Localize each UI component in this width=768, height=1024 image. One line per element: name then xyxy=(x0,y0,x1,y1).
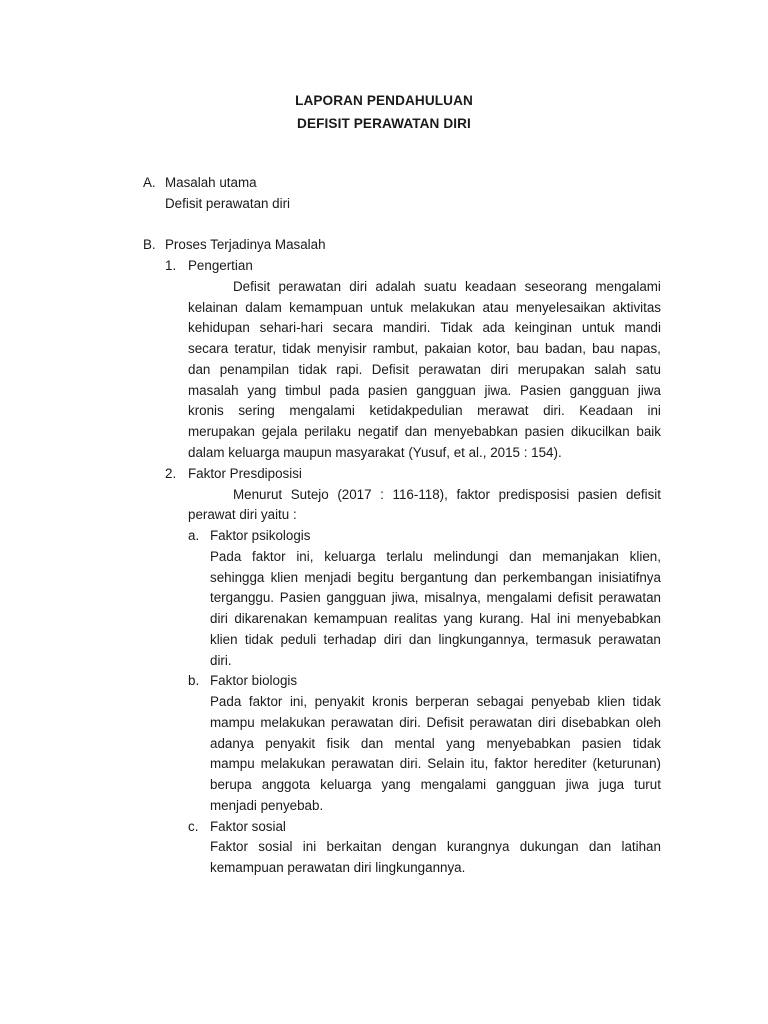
item-2-marker: 2. xyxy=(165,466,177,481)
sub-b-line: menjadi penyebab. xyxy=(210,798,324,813)
section-b-marker: B. xyxy=(143,237,156,252)
sub-b-line: mampu melakukan perawatan diri. Selain itu, faktor herediter (keturunan) xyxy=(210,756,661,771)
section-a-heading: Masalah utama xyxy=(165,175,257,190)
sub-c-marker: c. xyxy=(188,819,199,834)
document-subtitle: DEFISIT PERAWATAN DIRI xyxy=(297,116,471,131)
item-2-intro-line: perawat diri yaitu : xyxy=(188,507,297,522)
section-a-marker: A. xyxy=(143,175,156,190)
sub-a-line: terganggu. Pasien gangguan jiwa, misalnya, mengalami defisit perawatan xyxy=(210,590,661,605)
sub-b-line: berupa anggota keluarga yang mengalami gangguan jiwa juga turut xyxy=(210,777,661,792)
item-1-marker: 1. xyxy=(165,258,177,273)
item-1-line: kelainan dalam kemampuan untuk melakukan atau menyelesaikan aktivitas xyxy=(188,300,661,315)
item-2-intro-line: Menurut Sutejo (2017 : 116-118), faktor predisposisi pasien defisit xyxy=(233,487,661,502)
item-1-line: secara teratur, tidak menyisir rambut, pakaian kotor, bau badan, bau napas, xyxy=(188,341,661,356)
sub-a-line: sehingga klien menjadi begitu bergantung dan perkembangan inisiatifnya xyxy=(210,570,661,585)
sub-c-line: kemampuan perawatan diri lingkungannya. xyxy=(210,860,466,875)
sub-a-heading: Faktor psikologis xyxy=(210,528,311,543)
document-title: LAPORAN PENDAHULUAN xyxy=(295,93,473,108)
item-1-line: Defisit perawatan diri adalah suatu keadaan seseorang mengalami xyxy=(233,279,661,294)
sub-b-line: mampu melakukan perawatan diri. Defisit perawatan diri disebabkan oleh xyxy=(210,715,661,730)
item-1-line: kronis sering mengalami ketidakpedulian merawat diri. Keadaan ini xyxy=(188,403,661,418)
sub-a-line: diri. xyxy=(210,653,232,668)
sub-b-marker: b. xyxy=(188,673,200,688)
sub-b-line: Pada faktor ini, penyakit kronis berperan sebagai penyebab klien tidak xyxy=(210,694,661,709)
sub-a-marker: a. xyxy=(188,528,200,543)
sub-c-heading: Faktor sosial xyxy=(210,819,286,834)
sub-a-line: diri dikarenakan kemampuan realitas yang kurang. Hal ini menyebabkan xyxy=(210,611,661,626)
item-1-line: masalah yang timbul pada pasien gangguan jiwa. Pasien gangguan jiwa xyxy=(188,383,661,398)
section-a-text: Defisit perawatan diri xyxy=(165,196,291,211)
sub-b-line: adanya penyakit fisik dan mental yang menyebabkan pasien tidak xyxy=(210,736,661,751)
sub-a-line: Pada faktor ini, keluarga terlalu melindungi dan memanjakan klien, xyxy=(210,549,661,564)
item-2-heading: Faktor Presdiposisi xyxy=(188,466,302,481)
item-1-line: merupakan gejala perilaku negatif dan menyebabkan pasien dikucilkan baik xyxy=(188,424,661,439)
item-1-line: dalam keluarga maupun masyarakat (Yusuf, et al., 2015 : 154). xyxy=(188,445,562,460)
sub-a-line: klien tidak peduli terhadap diri dan lingkungannya, termasuk perawatan xyxy=(210,632,661,647)
item-1-line: dan penampilan tidak rapi. Defisit perawatan diri merupakan salah satu xyxy=(188,362,661,377)
sub-c-line: Faktor sosial ini berkaitan dengan kurangnya dukungan dan latihan xyxy=(210,839,661,854)
item-1-heading: Pengertian xyxy=(188,258,253,273)
item-1-line: kehidupan sehari-hari secara mandiri. Tidak ada keinginan untuk mandi xyxy=(188,320,661,335)
section-b-heading: Proses Terjadinya Masalah xyxy=(165,237,326,252)
sub-b-heading: Faktor biologis xyxy=(210,673,298,688)
